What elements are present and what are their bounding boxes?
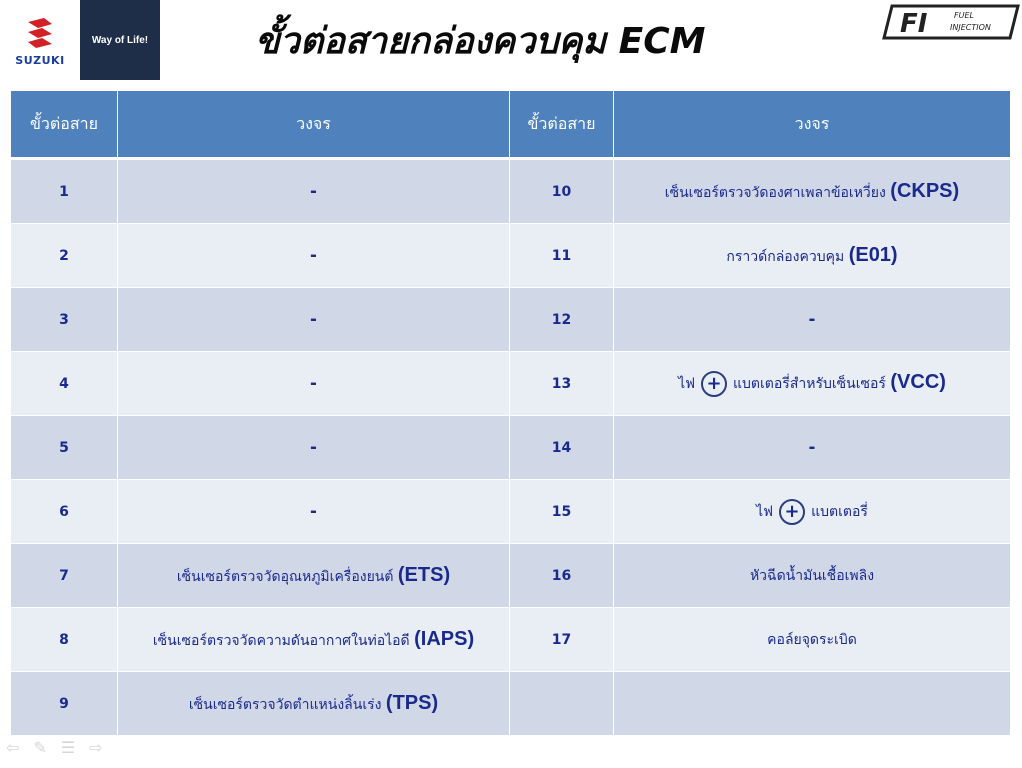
pin-number-b: 12 xyxy=(510,288,614,352)
circuit-cell-b xyxy=(614,224,1011,288)
pin-number-a: 4 xyxy=(11,352,118,416)
circuit-cell-a xyxy=(118,672,510,736)
pin-number-b: 13 xyxy=(510,352,614,416)
table-row xyxy=(11,672,1011,736)
plus-icon: + xyxy=(701,371,727,397)
pin-number-b: 11 xyxy=(510,224,614,288)
circuit-text: หัวฉีดน้ำมันเชื้อเพลิง xyxy=(749,567,875,584)
pin-number-b: 17 xyxy=(510,608,614,672)
page-title: ขั้วต่อสายกล่องควบคุม ECM xyxy=(255,21,706,62)
circuit-code: (TPS) xyxy=(385,691,439,714)
circuit-cell-a xyxy=(118,544,510,608)
pin-number-a: 3 xyxy=(11,288,118,352)
table-row xyxy=(11,480,1011,544)
slogan-banner xyxy=(80,0,160,80)
arrow-left-icon[interactable]: ⇦ xyxy=(6,738,20,757)
fi-mark: FI xyxy=(900,9,928,39)
circuit-cell-b xyxy=(614,352,1011,416)
circuit-code: (CKPS) xyxy=(890,179,960,202)
table-row xyxy=(11,608,1011,672)
brand-name: SUZUKI xyxy=(15,53,65,67)
fi-text-fuel: FUEL xyxy=(954,11,974,20)
circuit-cell-a xyxy=(118,416,510,480)
pin-number-a: 6 xyxy=(11,480,118,544)
circuit-text: - xyxy=(310,180,317,202)
circuit-cell-b xyxy=(614,608,1011,672)
circuit-text: คอล์ยจุดระเบิด xyxy=(767,631,857,648)
circuit-cell-a xyxy=(118,480,510,544)
pin-number-a: 2 xyxy=(11,224,118,288)
circuit-prefix: ไฟ xyxy=(756,503,774,520)
circuit-code: (ETS) xyxy=(397,563,451,586)
table-row xyxy=(11,416,1011,480)
circuit-text: เซ็นเซอร์ตรวจวัดอุณหภูมิเครื่องยนต์ xyxy=(176,568,394,585)
arrow-right-icon[interactable]: ⇨ xyxy=(89,738,103,757)
circuit-text: - xyxy=(808,308,816,330)
circuit-text: - xyxy=(310,372,317,394)
pin-number-a: 5 xyxy=(11,416,118,480)
circuit-text: - xyxy=(310,244,317,266)
circuit-text: แบตเตอรี่สำหรับเซ็นเซอร์ xyxy=(733,375,886,392)
table-row xyxy=(11,159,1011,224)
pin-number-a: 1 xyxy=(11,159,118,224)
circuit-cell-a xyxy=(118,224,510,288)
slide-nav xyxy=(6,738,103,757)
plus-icon: + xyxy=(779,499,805,525)
circuit-cell-b xyxy=(614,159,1011,224)
circuit-text: - xyxy=(310,308,317,330)
fi-fuel-injection-logo xyxy=(882,4,1022,40)
circuit-text: เซ็นเซอร์ตรวจวัดตำแหน่งลิ้นเร่ง xyxy=(188,696,382,713)
header-circuit-b: วงจร xyxy=(614,91,1011,159)
table-row xyxy=(11,224,1011,288)
circuit-cell-b xyxy=(614,480,1011,544)
header-pin-a: ขั้วต่อสาย xyxy=(11,91,118,159)
pin-number-b: 14 xyxy=(510,416,614,480)
circuit-text: - xyxy=(310,436,317,458)
circuit-text: - xyxy=(808,436,816,458)
ecm-pin-table xyxy=(10,90,1011,736)
pin-number-b xyxy=(510,672,614,736)
table-header-row xyxy=(11,91,1011,159)
circuit-cell-b xyxy=(614,544,1011,608)
menu-icon[interactable]: ☰ xyxy=(60,738,76,757)
circuit-cell-b xyxy=(614,416,1011,480)
circuit-cell-a xyxy=(118,159,510,224)
suzuki-s-icon xyxy=(22,14,58,50)
circuit-text: เซ็นเซอร์ตรวจวัดองศาเพลาข้อเหวี่ยง xyxy=(664,184,886,201)
pin-number-a: 9 xyxy=(11,672,118,736)
circuit-prefix: ไฟ xyxy=(678,375,696,392)
pin-number-b: 16 xyxy=(510,544,614,608)
circuit-cell-b xyxy=(614,288,1011,352)
pen-icon[interactable]: ✎ xyxy=(33,738,47,757)
pin-number-a: 8 xyxy=(11,608,118,672)
slogan-text: Way of Life! xyxy=(91,34,149,46)
circuit-code: (IAPS) xyxy=(414,627,475,650)
circuit-cell-a xyxy=(118,288,510,352)
table-row xyxy=(11,544,1011,608)
circuit-text: เซ็นเซอร์ตรวจวัดความดันอากาศในท่อไอดี xyxy=(152,632,410,649)
circuit-code: (E01) xyxy=(848,243,898,266)
pin-number-b: 15 xyxy=(510,480,614,544)
circuit-cell-a xyxy=(118,608,510,672)
circuit-text: กราวด์กล่องควบคุม xyxy=(726,248,845,265)
fi-text-injection: INJECTION xyxy=(950,23,991,32)
pin-number-b: 10 xyxy=(510,159,614,224)
circuit-cell-b xyxy=(614,672,1011,736)
header-pin-b: ขั้วต่อสาย xyxy=(510,91,614,159)
table-row xyxy=(11,352,1011,416)
pin-number-a: 7 xyxy=(11,544,118,608)
circuit-code: (VCC) xyxy=(890,370,946,393)
header-circuit-a: วงจร xyxy=(118,91,510,159)
circuit-cell-a xyxy=(118,352,510,416)
circuit-text: - xyxy=(310,500,317,522)
table-row xyxy=(11,288,1011,352)
circuit-text: แบตเตอรี่ xyxy=(811,503,868,520)
suzuki-logo xyxy=(0,0,80,80)
